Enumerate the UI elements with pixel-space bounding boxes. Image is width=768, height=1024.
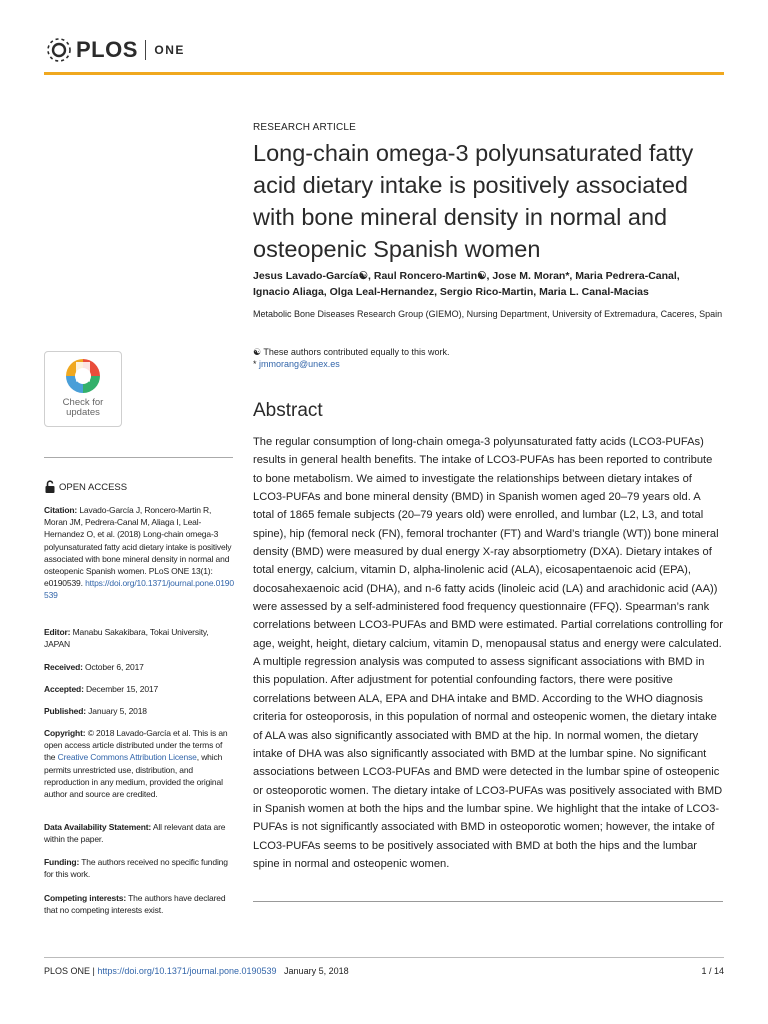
editor-text: Manabu Sakakibara, Tokai University, JAPAN [44,627,209,650]
sidebar-rule [44,457,233,458]
accepted-block [44,683,234,695]
badge-label [63,398,104,418]
data-availability-text: All relevant data are within the paper. [44,822,226,845]
check-for-updates-badge[interactable] [44,351,122,427]
funding-block [44,856,234,880]
citation-label: Citation: [44,505,78,515]
footer-doi-link[interactable]: https://doi.org/10.1371/journal.pone.0190539 [97,966,277,976]
abstract-heading: Abstract [253,400,323,421]
affiliation: Metabolic Bone Diseases Research Group (GIEMO), Nursing Department, University of Extremadura, Caceres, Spain [253,309,723,319]
brand-name: PLOS [76,37,138,62]
citation-doi-link[interactable]: https://doi.org/10.1371/journal.pone.0190539 [44,578,234,601]
funding-label: Funding: [44,857,80,867]
corresponding-author [253,358,723,370]
published-block [44,705,234,717]
author-list [253,268,723,300]
journal-name: ONE [154,43,185,57]
footer-journal: PLOS ONE | [44,966,95,976]
footer-rule [44,957,724,958]
corresponding-email-link[interactable]: jmmorang@unex.es [259,359,340,369]
funding-text: The authors received no specific funding for this work. [44,857,228,880]
page-number: 1 / 14 [701,966,724,976]
page-footer [44,966,724,976]
author-line: Jesus Lavado-García☯, Raul Roncero-Martin☯, Jose M. Moran*, Maria Pedrera-Canal, [253,270,680,282]
copyright-text-end: , which permits unrestricted use, distribution, and reproduction in any medium, provided the original author and source are credited. [44,752,223,800]
accepted-date: December 15, 2017 [85,684,159,694]
equal-contribution-note: ☯ These authors contributed equally to this work. [253,347,450,357]
logo-divider [145,40,147,60]
badge-line: Check for [62,397,104,408]
article-type: RESEARCH ARTICLE [253,122,357,133]
competing-interests-label: Competing interests: [44,893,127,903]
data-availability-block [44,821,234,845]
header-rule [44,72,724,75]
open-access-label [44,480,127,494]
article-title: Long-chain omega-3 polyunsaturated fatty acid dietary intake is positively associated with bone mineral density in normal and osteopenic Spanish women [253,140,694,262]
footer-date: January 5, 2018 [284,966,349,976]
abstract-text: The regular consumption of long-chain omega-3 polyunsaturated fatty acids (LCO3-PUFAs) results in general health benefits. The intake of LCO3-PUFAs has been reported to contribute to bone metabolism. We aimed to investigate the relationships between dietary intakes of LCO3-PUFAs and bone mineral density (BMD) in Spanish women aged 20–79 years old. A total of 1865 female subjects (20–79 years old) were enrolled, and lumbar (L2, L3, and total spine), hip (femoral neck (FN), femoral trochanter (FT) and Ward’s triangle (WT)) bone mineral density (BMD) were measured by dual energy X-ray absorptiometry (DXA). Dietary intakes of total energy, calcium, vitamin D, alpha-linolenic acid (ALA), eicosapentaenoic acid (EPA), docosahexaenoic acid (DHA), and n-6 fatty acids (linoleic acid (LA) and arachidonic acid (AA)) were assessed by a self-administered food frequency questionnaire (FFQ). Spearman’s rank correlations between LCO3-PUFAs and BMD were estimated. Partial correlations controlling for age, weight, height, dietary calcium, vitamin D, menopausal status and energy were calculated. A multiple regression analysis was computed to assess significant associations with BMD in this population. After adjustment for potential confounding factors, there were positive correlations between ALA, EPA and DHA intake and BMD. According to the WHO diagnosis criteria for osteoporosis, in this population of normal and osteopenic women, the dietary intake of ALA was also significantly associated with BMD at the hip. In normal women, the dietary intake of DHA was also significantly associated with BMD at the lumbar spine. No significant associations between LCO3-PUFAs and BMD were detected in the lumbar spine of osteopenic or osteoporotic women. The dietary intake of LCO3-PUFAs was positively associated with BMD in Spanish women at both the hips and the lumbar spine. We highlight that the intake of LCO3-PUFAs is not significantly associated with BMD in osteoporotic women; however, the intake of LCO3-PUFAs seems to be positively associated with BMD at both the hips and the lumbar spine in normal and osteopenic women. [253,436,723,870]
received-block [44,661,234,673]
published-label: Published: [44,706,86,716]
editor-block [44,626,234,650]
received-label: Received: [44,662,83,672]
abstract-end-rule [253,901,723,902]
check-updates-icon [63,356,103,396]
competing-interests-block [44,892,234,916]
corresponding-mark: * [253,359,257,369]
copyright-label: Copyright: [44,728,86,738]
published-date: January 5, 2018 [88,706,147,716]
badge-line: updates [66,407,100,418]
accepted-label: Accepted: [44,684,84,694]
author-notes [253,346,723,370]
competing-interests-text: The authors have declared that no competing interests exist. [44,893,226,916]
copyright-block [44,727,234,800]
journal-logo [44,33,185,67]
editor-label: Editor: [44,627,71,637]
author-line: Ignacio Aliaga, Olga Leal-Hernandez, Sergio Rico-Martin, Maria L. Canal-Macias [253,286,649,298]
citation-block [44,504,234,602]
copyright-text: © 2018 Lavado-García et al. This is an open access article distributed under the terms of the [44,728,228,763]
plos-logo-icon [44,35,74,65]
citation-text: Lavado-García J, Roncero-Martin R, Moran JM, Pedrera-Canal M, Aliaga I, Leal-Hernandez O, et al. (2018) Long-chain omega-3 polyunsaturated fatty acid dietary intake is positively associated with bone mineral density in normal and osteopenic Spanish women. PLoS ONE 13(1): e0190539. [44,505,232,589]
data-availability-label: Data Availability Statement: [44,822,152,832]
open-lock-icon [44,480,56,494]
open-access-text: OPEN ACCESS [59,481,128,493]
license-link[interactable]: Creative Commons Attribution License [57,752,197,763]
received-date: October 6, 2017 [85,662,144,672]
